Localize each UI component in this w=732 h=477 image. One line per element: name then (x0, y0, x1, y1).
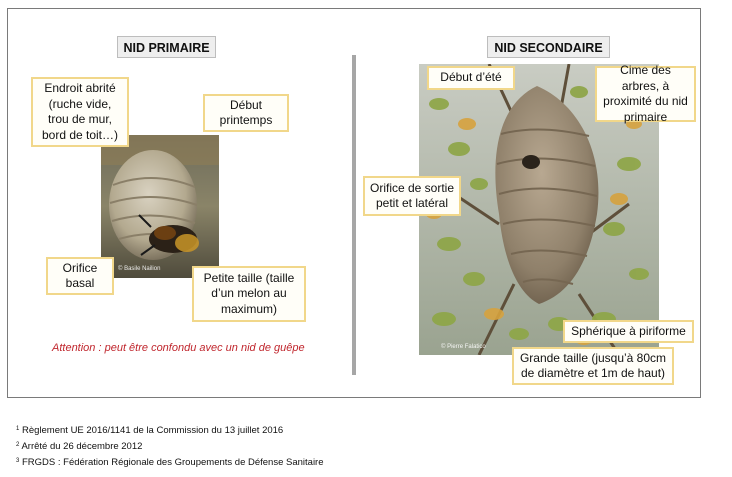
footnote-1: $^1$ Règlement UE 2016/1141 de la Commission du 13 juillet 2016 (16, 425, 284, 436)
secondary-photo-credit: © Pierre Falatico (441, 344, 486, 350)
secondary-shape-label: Sphérique à piriforme (563, 320, 694, 343)
secondary-opening-label: Orifice de sortie petit et latéral (363, 176, 461, 216)
primary-size-label: Petite taille (taille d’un melon au maximum) (192, 266, 306, 322)
primary-opening-label: Orifice basal (46, 257, 114, 295)
primary-nest-photo (101, 135, 219, 278)
primary-season-label: Début printemps (203, 94, 289, 132)
footnotes (16, 422, 324, 470)
primary-location-label: Endroit abrité (ruche vide, trou de mur, bord de toit…) (31, 77, 129, 147)
footnote-2: $^2$ Arrêté du 26 décembre 2012 (16, 441, 143, 452)
secondary-location-label: Cime des arbres, à proximité du nid primaire (595, 66, 696, 122)
primary-photo-credit: © Basile Nailion (118, 266, 161, 272)
column-divider (352, 55, 356, 375)
secondary-nest-title: NID SECONDAIRE (487, 36, 610, 58)
secondary-season-label: Début d’été (427, 66, 515, 90)
primary-nest-title: NID PRIMAIRE (117, 36, 216, 58)
secondary-size-label: Grande taille (jusqu’à 80cm de diamètre et 1m de haut) (512, 347, 674, 385)
primary-nest-image (101, 135, 219, 278)
primary-warning-text: Attention : peut être confondu avec un nid de guêpe (52, 342, 305, 354)
footnote-3: $^3$ FRGDS : Fédération Régionale des Groupements de Défense Sanitaire (16, 457, 324, 468)
